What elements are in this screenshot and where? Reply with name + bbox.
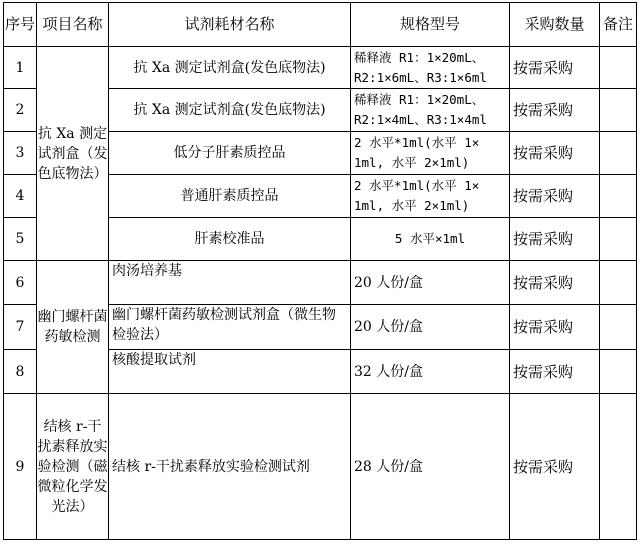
spec-cell [351, 89, 510, 132]
spec-cell [351, 218, 510, 261]
row-number: 1 [4, 47, 37, 89]
spec-line: 20 人份/盒 [354, 274, 423, 291]
procure-cell: 按需采购 [510, 261, 600, 305]
row-number: 5 [4, 218, 37, 261]
row-number: 8 [4, 350, 37, 394]
reagent-name: 幽门螺杆菌药敏检测试剂盒（微生物检验法） [109, 305, 351, 350]
procurement-table [3, 2, 637, 540]
procure-cell: 按需采购 [510, 305, 600, 350]
spec-cell [351, 47, 510, 89]
procure-cell: 按需采购 [510, 394, 600, 540]
remark-cell [600, 175, 637, 218]
reagent-name: 普通肝素质控品 [109, 175, 351, 218]
row-number: 6 [4, 261, 37, 305]
row-number: 7 [4, 305, 37, 350]
procure-cell: 按需采购 [510, 175, 600, 218]
remark-cell [600, 394, 637, 540]
remark-cell [600, 132, 637, 175]
row-number: 4 [4, 175, 37, 218]
table-row [4, 47, 637, 89]
reagent-name: 肝素校准品 [109, 218, 351, 261]
header-remark: 备注 [600, 3, 637, 47]
remark-cell [600, 89, 637, 132]
remark-cell [600, 350, 637, 394]
procure-cell: 按需采购 [510, 47, 600, 89]
spec-line: 稀释液 R1：1×20mL、 [354, 92, 485, 107]
table-row [4, 394, 637, 540]
spec-line: 稀释液 R1：1×20mL、 [354, 49, 485, 65]
spec-line: 2 水平*1ml(水平 1× [354, 178, 480, 193]
spec-line: 28 人份/盒 [354, 458, 423, 475]
spec-line: 5 水平×1ml [394, 231, 466, 246]
header-row [4, 3, 637, 47]
spec-cell [351, 175, 510, 218]
reagent-name: 低分子肝素质控品 [109, 132, 351, 175]
project-group-cell: 抗 Xa 测定试剂盒（发色底物法） [37, 47, 109, 261]
spec-cell [351, 132, 510, 175]
row-number: 9 [4, 394, 37, 540]
row-number: 3 [4, 132, 37, 175]
spec-cell [351, 350, 510, 394]
project-group-cell: 结核 r-干扰素释放实验检测（磁微粒化学发光法） [37, 394, 109, 540]
reagent-name: 抗 Xa 测定试剂盒(发色底物法) [109, 89, 351, 132]
reagent-name: 核酸提取试剂 [109, 350, 351, 394]
spec-line: 32 人份/盒 [354, 363, 423, 380]
reagent-name: 结核 r-干扰素释放实验检测试剂 [109, 394, 351, 540]
header-procure: 采购数量 [510, 3, 600, 47]
row-number: 2 [4, 89, 37, 132]
procure-cell: 按需采购 [510, 89, 600, 132]
header-project: 项目名称 [37, 3, 109, 47]
project-group-cell: 幽门螺杆菌药敏检测 [37, 261, 109, 394]
procure-cell: 按需采购 [510, 132, 600, 175]
spec-cell [351, 394, 510, 540]
header-name: 试剂耗材名称 [109, 3, 351, 47]
procure-cell: 按需采购 [510, 350, 600, 394]
reagent-name: 抗 Xa 测定试剂盒(发色底物法) [109, 47, 351, 89]
spec-line: 20 人份/盒 [354, 319, 423, 335]
reagent-name: 肉汤培养基 [109, 261, 351, 305]
spec-line: R2:1×6mL、R3:1×6ml [354, 69, 487, 85]
table-row [4, 261, 637, 305]
remark-cell [600, 47, 637, 89]
spec-line: 1ml, 水平 2×1ml) [354, 198, 470, 213]
spec-line: 1ml, 水平 2×1ml) [354, 155, 470, 170]
spec-line: 2 水平*1ml(水平 1× [354, 135, 480, 150]
procure-cell: 按需采购 [510, 218, 600, 261]
header-spec: 规格型号 [351, 3, 510, 47]
remark-cell [600, 261, 637, 305]
spec-cell [351, 305, 510, 350]
header-seq: 序号 [4, 3, 37, 47]
remark-cell [600, 305, 637, 350]
spec-cell [351, 261, 510, 305]
spec-line: R2:1×4mL、R3:1×4ml [354, 112, 487, 127]
remark-cell [600, 218, 637, 261]
